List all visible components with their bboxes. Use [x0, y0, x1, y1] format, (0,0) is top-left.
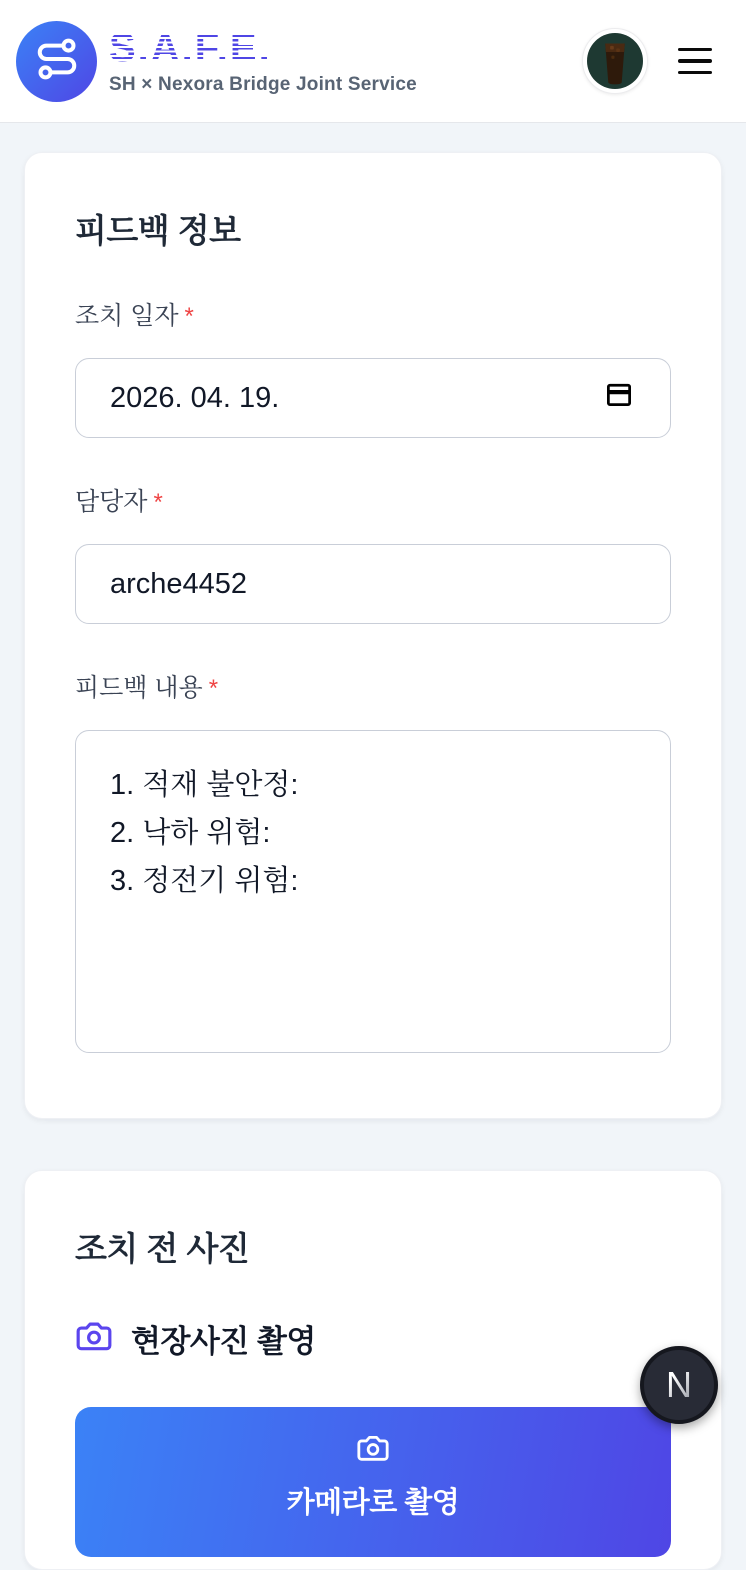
camera-icon: [356, 1431, 390, 1468]
manager-field: [75, 482, 671, 624]
required-asterisk: *: [153, 489, 163, 516]
floating-n-button-label: N: [666, 1364, 692, 1405]
before-photo-card: [24, 1170, 722, 1570]
feedback-content-field: [75, 668, 671, 1058]
action-date-value: 2026. 04. 19.: [110, 381, 280, 414]
manager-input[interactable]: [75, 544, 671, 624]
feedback-content-textarea[interactable]: [75, 730, 671, 1053]
site-photo-section-heading: [75, 1316, 671, 1361]
app-logo[interactable]: [16, 21, 97, 102]
action-date-label: 조치 일자 *: [75, 302, 194, 330]
photo-card-title: 조치 전 사진: [75, 1230, 250, 1267]
user-avatar[interactable]: [582, 28, 648, 94]
logo-text-block: [109, 26, 582, 96]
iced-coffee-avatar-image: [587, 33, 643, 89]
feedback-card-title: 피드백 정보: [75, 212, 241, 249]
coffee-cup-icon: [600, 41, 630, 85]
action-date-input[interactable]: [75, 358, 671, 438]
site-photo-heading: 현장사진 촬영: [131, 1324, 316, 1359]
required-asterisk: *: [184, 303, 194, 330]
app-title: S.A.F.E.: [109, 26, 272, 70]
action-date-field: [75, 296, 671, 438]
app-header: [0, 0, 746, 123]
manager-label: 담당자 *: [75, 488, 163, 516]
feedback-info-card: [24, 152, 722, 1119]
calendar-icon[interactable]: [604, 379, 634, 417]
camera-icon: [75, 1317, 113, 1360]
hamburger-icon: [678, 48, 712, 51]
route-icon: [34, 36, 80, 87]
app-tagline: SH × Nexora Bridge Joint Service: [109, 74, 417, 95]
take-photo-button[interactable]: [75, 1407, 671, 1557]
feedback-content-label: 피드백 내용 *: [75, 674, 219, 702]
floating-n-button[interactable]: [640, 1346, 718, 1424]
required-asterisk: *: [208, 675, 219, 702]
menu-button[interactable]: [678, 48, 712, 74]
page-content: [0, 152, 746, 1570]
take-photo-button-label: 카메라로 촬영: [286, 1487, 460, 1519]
